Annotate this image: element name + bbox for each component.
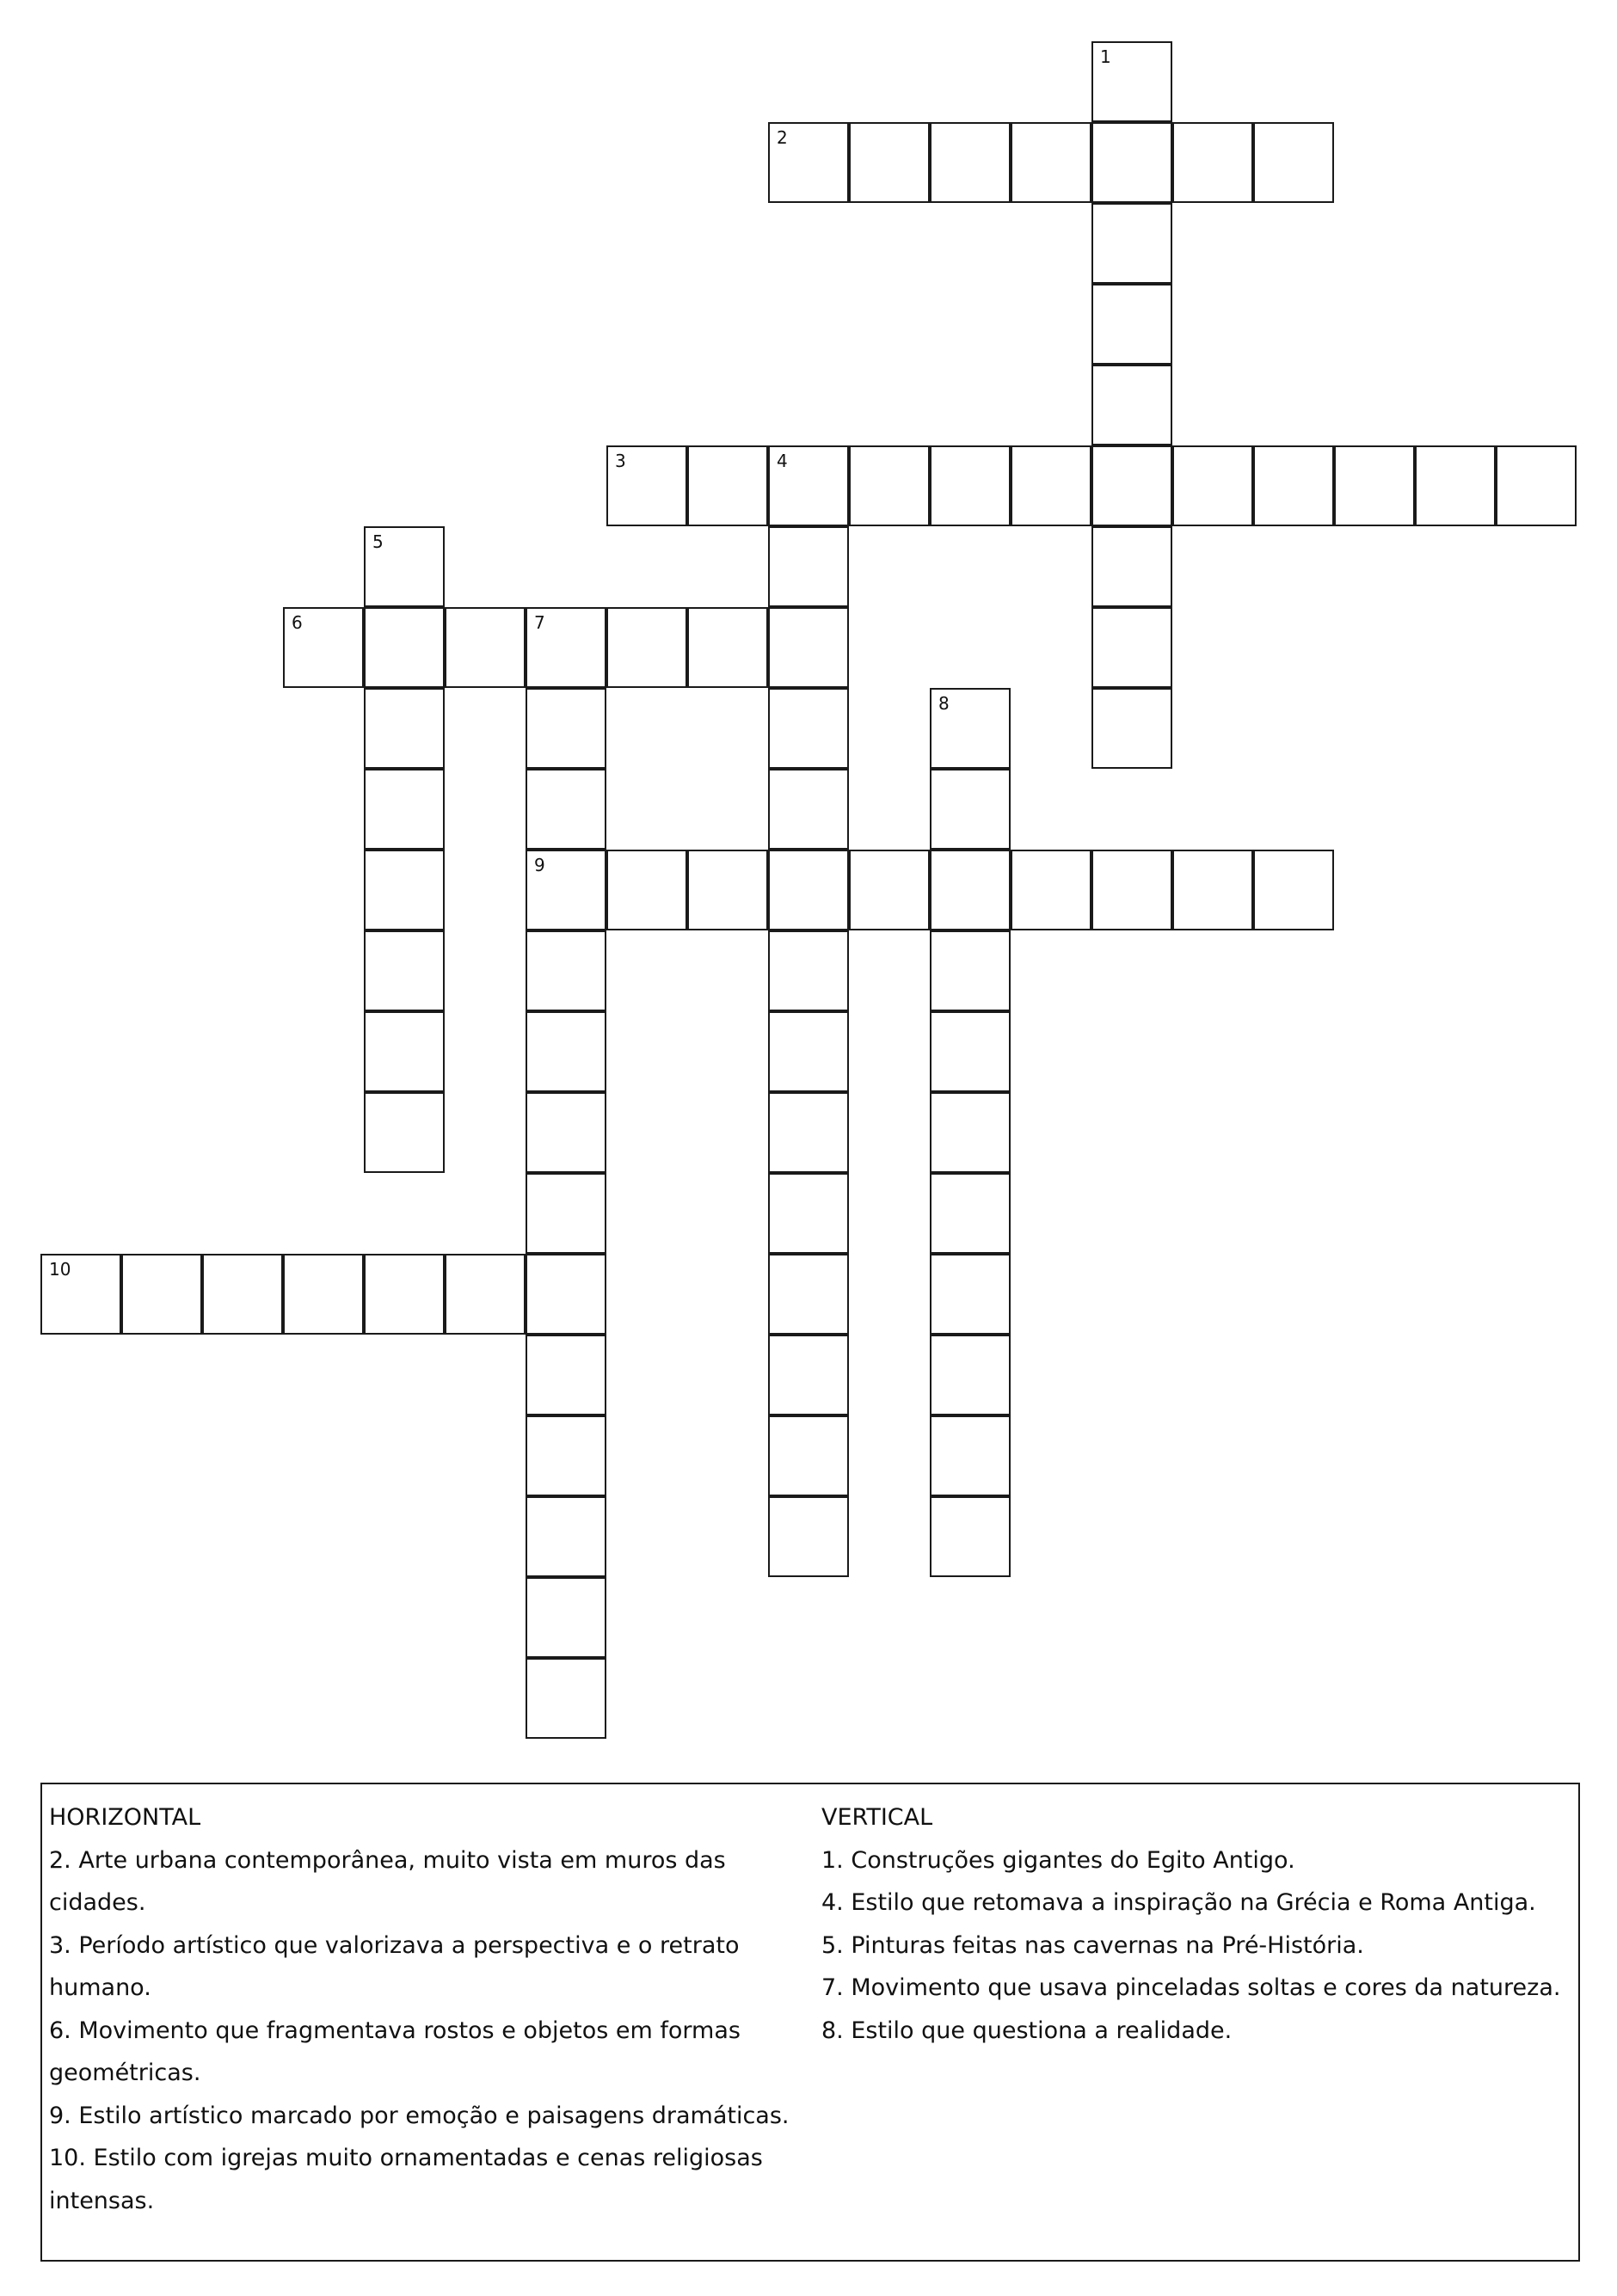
crossword-cell[interactable]	[768, 850, 849, 930]
crossword-cell[interactable]	[687, 445, 768, 526]
crossword-cell[interactable]	[1011, 122, 1091, 203]
vertical-clue-line: 5. Pinturas feitas nas cavernas na Pré-História.	[821, 1931, 1364, 1959]
horizontal-heading: HORIZONTAL	[49, 1804, 201, 1831]
horizontal-clue-line: 10. Estilo com igrejas muito ornamentadas e cenas religiosas	[49, 2145, 763, 2171]
horizontal-clue-line: 3. Período artístico que valorizava a perspectiva e o retrato	[49, 1931, 740, 1959]
crossword-cell[interactable]	[768, 1092, 849, 1173]
crossword-cell[interactable]	[445, 607, 526, 688]
crossword-cell[interactable]	[768, 122, 849, 203]
crossword-cell[interactable]	[526, 688, 606, 769]
crossword-cell[interactable]	[526, 1415, 606, 1496]
crossword-cell[interactable]	[1091, 850, 1172, 930]
horizontal-clue-line: geométricas.	[49, 2060, 201, 2086]
horizontal-clue-line: intensas.	[49, 2187, 155, 2214]
crossword-cell[interactable]	[526, 930, 606, 1011]
crossword-cell[interactable]	[1334, 445, 1415, 526]
crossword-cell[interactable]	[364, 688, 445, 769]
crossword-cell[interactable]	[526, 1011, 606, 1092]
horizontal-clue-line: 2. Arte urbana contemporânea, muito vista em muros das	[49, 1846, 726, 1874]
crossword-cell[interactable]	[768, 1415, 849, 1496]
crossword-cell[interactable]	[364, 607, 445, 688]
crossword-cell[interactable]	[1172, 850, 1253, 930]
crossword-cell[interactable]	[930, 1011, 1011, 1092]
crossword-cell[interactable]	[930, 445, 1011, 526]
crossword-cell[interactable]	[364, 526, 445, 607]
crossword-cell[interactable]	[1091, 688, 1172, 769]
clue-number: 2	[777, 127, 788, 148]
crossword-cell[interactable]	[606, 445, 687, 526]
crossword-cell[interactable]	[930, 1496, 1011, 1577]
crossword-cell[interactable]	[768, 445, 849, 526]
horizontal-clue-line: 9. Estilo artístico marcado por emoção e paisagens dramáticas.	[49, 2102, 790, 2129]
crossword-cell[interactable]	[768, 607, 849, 688]
crossword-cell[interactable]	[1172, 122, 1253, 203]
crossword-cell[interactable]	[687, 850, 768, 930]
crossword-cell[interactable]	[930, 1254, 1011, 1335]
vertical-clue-line: 4. Estilo que retomava a inspiração na Grécia e Roma Antiga.	[821, 1889, 1536, 1916]
crossword-cell[interactable]	[1172, 445, 1253, 526]
crossword-cell[interactable]	[1011, 445, 1091, 526]
crossword-cell[interactable]	[606, 607, 687, 688]
horizontal-clue-line: cidades.	[49, 1889, 146, 1916]
clue-number: 8	[938, 693, 950, 714]
crossword-cell[interactable]	[364, 769, 445, 850]
crossword-cell[interactable]	[526, 769, 606, 850]
clue-number: 10	[49, 1259, 71, 1280]
crossword-cell[interactable]	[930, 688, 1011, 769]
crossword-cell[interactable]	[768, 930, 849, 1011]
crossword-cell[interactable]	[526, 1092, 606, 1173]
crossword-cell[interactable]	[445, 1254, 526, 1335]
crossword-cell[interactable]	[687, 607, 768, 688]
crossword-cell[interactable]	[526, 1173, 606, 1254]
crossword-cell[interactable]	[283, 607, 364, 688]
clue-number: 9	[534, 855, 545, 875]
clue-number: 4	[777, 451, 788, 471]
crossword-cell[interactable]	[1091, 526, 1172, 607]
crossword-cell[interactable]	[930, 769, 1011, 850]
crossword-cell[interactable]	[526, 607, 606, 688]
clue-number: 3	[615, 451, 626, 471]
crossword-cell[interactable]	[526, 1335, 606, 1415]
crossword-cell[interactable]	[930, 1092, 1011, 1173]
crossword-cell[interactable]	[768, 1254, 849, 1335]
vertical-clue-line: 8. Estilo que questiona a realidade.	[821, 2017, 1233, 2044]
crossword-cell[interactable]	[768, 1496, 849, 1577]
crossword-cell[interactable]	[364, 930, 445, 1011]
crossword-cell[interactable]	[364, 1254, 445, 1335]
vertical-clue-line: 1. Construções gigantes do Egito Antigo.	[821, 1846, 1295, 1874]
crossword-cell[interactable]	[364, 1092, 445, 1173]
crossword-cell[interactable]	[1496, 445, 1577, 526]
crossword-cell[interactable]	[1253, 445, 1334, 526]
crossword-cell[interactable]	[526, 1496, 606, 1577]
crossword-cell[interactable]	[1091, 445, 1172, 526]
crossword-cell[interactable]	[526, 1658, 606, 1739]
vertical-heading: VERTICAL	[821, 1804, 933, 1831]
crossword-cell[interactable]	[1091, 203, 1172, 284]
clue-number: 6	[292, 612, 303, 633]
crossword-cell[interactable]	[768, 1335, 849, 1415]
clue-number: 1	[1100, 46, 1111, 67]
crossword-cell[interactable]	[283, 1254, 364, 1335]
vertical-clue-line: 7. Movimento que usava pinceladas soltas e cores da natureza.	[821, 1974, 1561, 2001]
crossword-cell[interactable]	[1253, 122, 1334, 203]
crossword-cell[interactable]	[1091, 122, 1172, 203]
crossword-cell[interactable]	[930, 930, 1011, 1011]
crossword-cell[interactable]	[364, 850, 445, 930]
crossword-cell[interactable]	[1011, 850, 1091, 930]
crossword-cell[interactable]	[526, 1577, 606, 1658]
clues-box	[40, 1783, 1580, 2262]
crossword-cell[interactable]	[930, 122, 1011, 203]
crossword-cell[interactable]	[1091, 41, 1172, 122]
clue-number: 5	[372, 531, 384, 552]
crossword-cell[interactable]	[849, 122, 930, 203]
crossword-cell[interactable]	[768, 769, 849, 850]
vertical-clues	[821, 1796, 1570, 2052]
horizontal-clue-line: humano.	[49, 1974, 151, 2001]
crossword-cell[interactable]	[930, 1415, 1011, 1496]
crossword-cell[interactable]	[930, 1335, 1011, 1415]
crossword-cell[interactable]	[849, 850, 930, 930]
crossword-cell[interactable]	[40, 1254, 121, 1335]
clue-number: 7	[534, 612, 545, 633]
crossword-cell[interactable]	[768, 526, 849, 607]
crossword-cell[interactable]	[1091, 284, 1172, 365]
crossword-cell[interactable]	[1091, 607, 1172, 688]
crossword-cell[interactable]	[768, 1011, 849, 1092]
crossword-cell[interactable]	[1253, 850, 1334, 930]
horizontal-clue-line: 6. Movimento que fragmentava rostos e objetos em formas	[49, 2017, 741, 2044]
crossword-cell[interactable]	[930, 850, 1011, 930]
crossword-cell[interactable]	[768, 688, 849, 769]
crossword-cell[interactable]	[121, 1254, 202, 1335]
crossword-cell[interactable]	[526, 850, 606, 930]
crossword-cell[interactable]	[849, 445, 930, 526]
crossword-cell[interactable]	[1415, 445, 1496, 526]
crossword-cell[interactable]	[202, 1254, 283, 1335]
crossword-cell[interactable]	[768, 1173, 849, 1254]
crossword-cell[interactable]	[364, 1011, 445, 1092]
crossword-cell[interactable]	[1091, 365, 1172, 445]
crossword-cell[interactable]	[526, 1254, 606, 1335]
crossword-cell[interactable]	[930, 1173, 1011, 1254]
horizontal-clues	[49, 1796, 815, 2222]
crossword-cell[interactable]	[606, 850, 687, 930]
